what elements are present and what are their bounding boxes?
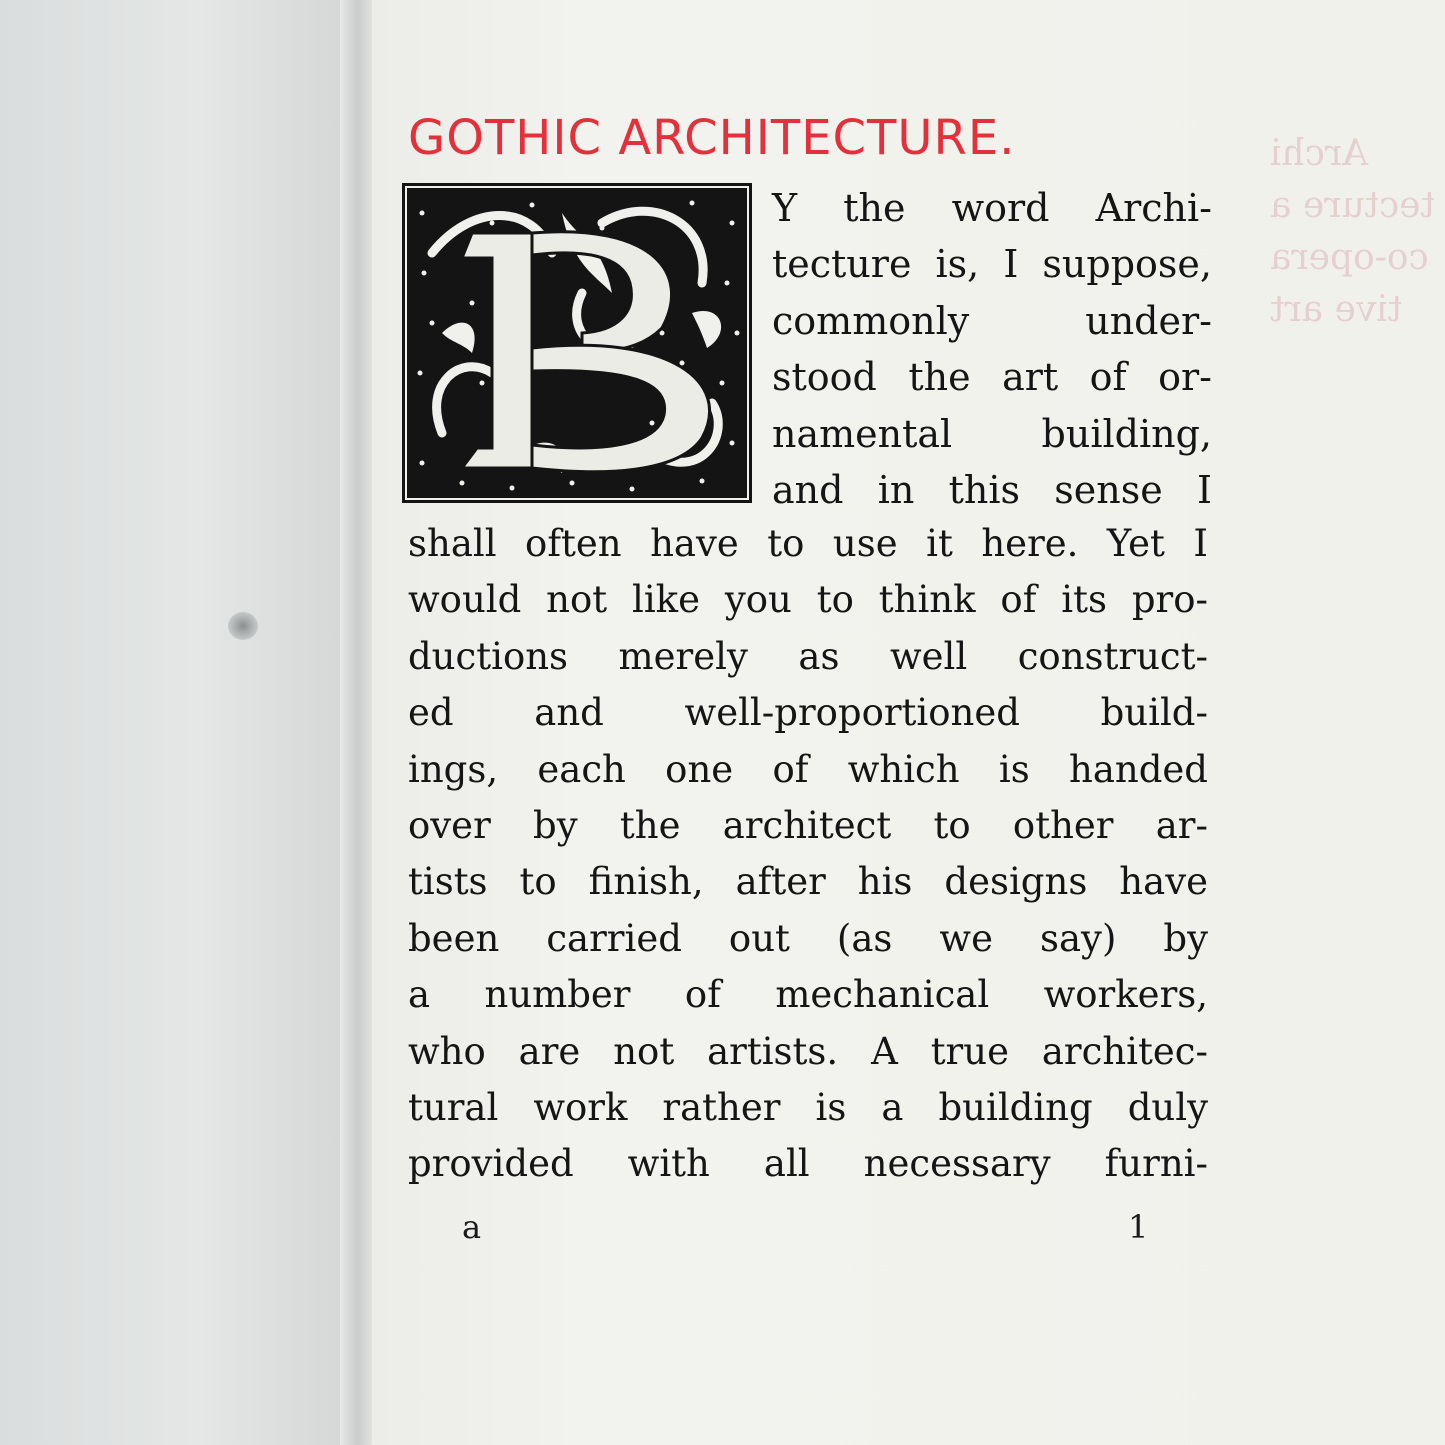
text-line: namental building, <box>772 411 1212 456</box>
text-line: who are not artists. A true architec- <box>408 1029 1208 1073</box>
text-line: been carried out (as we say) by <box>408 916 1208 960</box>
text-line: tists to finish, after his designs have <box>408 860 1208 904</box>
text-line: a number of mechanical workers, <box>408 973 1208 1017</box>
text-line: tecture is, I suppose, <box>772 242 1212 287</box>
text-line: over by the architect to other ar- <box>408 804 1208 848</box>
left-page <box>0 0 360 1445</box>
text-line: would not like you to think of its pro- <box>408 578 1208 622</box>
page-heading: GOTHIC ARCHITECTURE. <box>408 110 1016 166</box>
pencil-smudge <box>228 612 258 640</box>
text-line: tural work rather is a building duly <box>408 1086 1208 1130</box>
page-number: 1 <box>1128 1208 1149 1246</box>
show-through-line: co-opera <box>1270 237 1429 278</box>
text-beside-initial <box>772 180 1212 518</box>
text-line: ings, each one of which is handed <box>408 747 1208 791</box>
text-line: provided with all necessary furni- <box>408 1142 1208 1186</box>
show-through-line: tecture a <box>1270 185 1436 226</box>
text-line: stood the art of or- <box>772 355 1212 400</box>
text-line: ductions merely as well construct- <box>408 634 1208 678</box>
body-text <box>408 516 1208 1193</box>
text-line: shall often have to use it here. Yet I <box>408 522 1208 565</box>
text-line: ed and well-proportioned build- <box>408 691 1208 735</box>
text-line: Y the word Archi- <box>772 186 1212 230</box>
drop-cap-initial <box>402 183 752 503</box>
show-through-text <box>1270 128 1445 336</box>
show-through-line: tive art <box>1270 289 1403 330</box>
show-through-line: Archi <box>1270 133 1369 174</box>
text-line: and in this sense I <box>772 468 1212 513</box>
signature-mark: a <box>462 1208 482 1246</box>
text-line: commonly under- <box>772 298 1212 343</box>
